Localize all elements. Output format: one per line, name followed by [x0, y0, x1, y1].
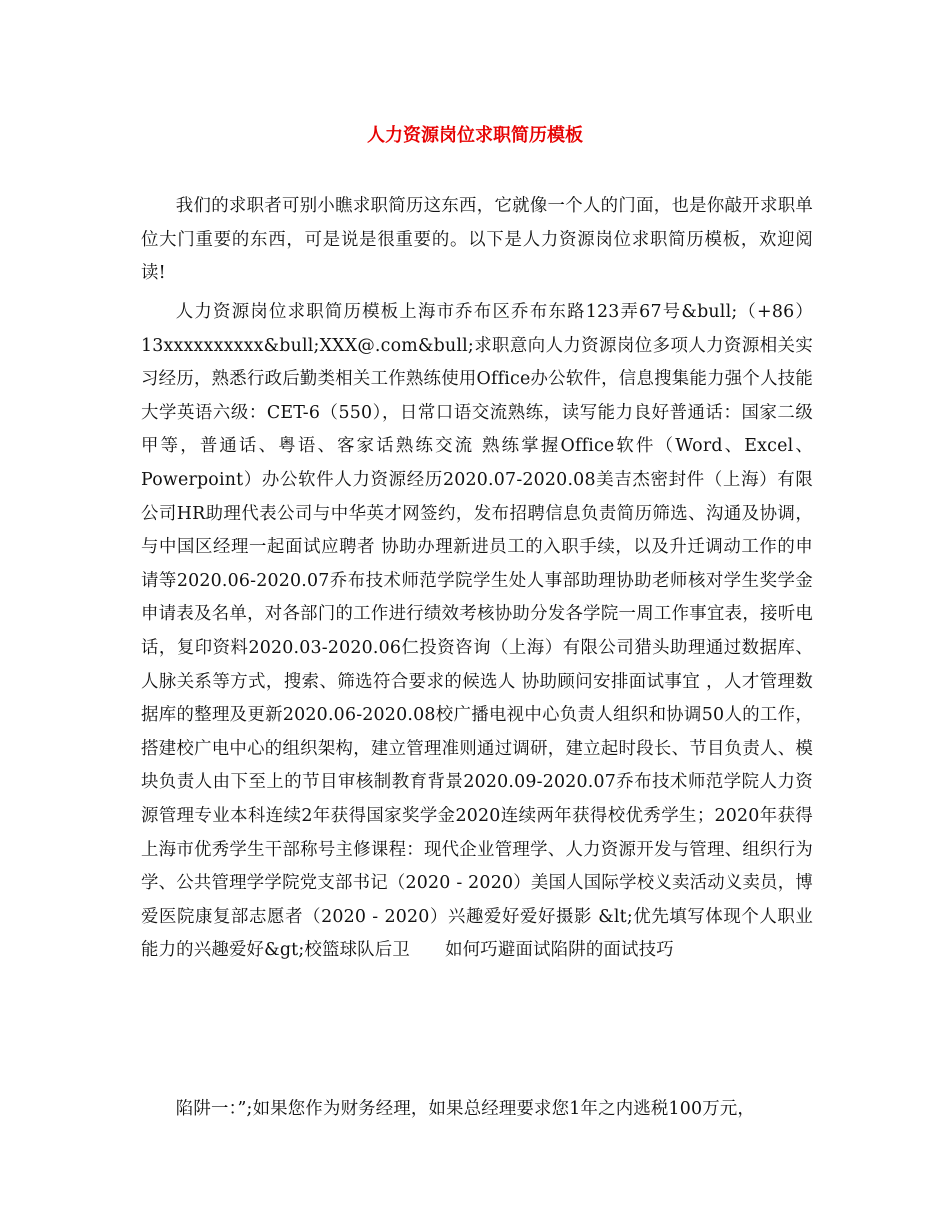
resume-paragraph: 人力资源岗位求职简历模板上海市乔布区乔布东路123弄67号&bull;（+86）13xxxxxxxxxx&bull;XXX@.com&bull;求职意向人力资源岗位多项人力资源相关实习经历，熟悉行政后勤类相关工作熟练使用Office办公软件，信息搜集能力强个人技能大学英语六级：CET-6（550），日常口语交流熟练，读写能力良好普通话：国家二级甲等，普通话、粤语、客家话熟练交流 熟练掌握Office软件（Word、Excel、Powerpoint）办公软件人力资源经历2020.07-2020.08美吉杰密封件（上海）有限公司HR助理代表公司与中华英才网签约，发布招聘信息负责简历筛选、沟通及协调，与中国区经理一起面试应聘者 协助办理新进员工的入职手续，以及升迁调动工作的申请等2020.06-2020.07乔布技术师范学院学生处人事部助理协助老师核对学生奖学金申请表及名单，对各部门的工作进行绩效考核协助分发各学院一周工作事宜表，接听电话，复印资料2020.03-2020.06仁投资咨询（上海）有限公司猎头助理通过数据库、人脉关系等方式，搜索、筛选符合要求的候选人 协助顾问安排面试事宜 ，人才管理数据库的整理及更新2020.06-2020.08校广播电视中心负责人组织和协调50人的工作，搭建校广电中心的组织架构，建立管理准则通过调研，建立起时段长、节目负责人、模块负责人由下至上的节目审核制教育背景2020.09-2020.07乔布技术师范学院人力资源管理专业本科连续2年获得国家奖学金2020连续两年获得校优秀学生；2020年获得上海市优秀学生干部称号主修课程：现代企业管理学、人力资源开发与管理、组织行为学、公共管理学学院党支部书记（2020 - 2020）美国人国际学校义卖活动义卖员，博爱医院康复部志愿者（2020 - 2020）兴趣爱好爱好摄影 &lt;优先填写体现个人职业能力的兴趣爱好&gt;校篮球队后卫 如何巧避面试陷阱的面试技巧 — [141, 302, 813, 961]
document-title: 人力资源岗位求职简历模板 — [367, 125, 583, 146]
trap-paragraph: 陷阱一：”;如果您作为财务经理，如果总经理要求您1年之内逃税100万元， — [175, 1099, 756, 1119]
intro-paragraph: 我们的求职者可别小瞧求职简历这东西，它就像一个人的门面，也是你敲开求职单位大门重要的东西，可是说是很重要的。以下是人力资源岗位求职简历模板，欢迎阅读! — [141, 196, 813, 284]
